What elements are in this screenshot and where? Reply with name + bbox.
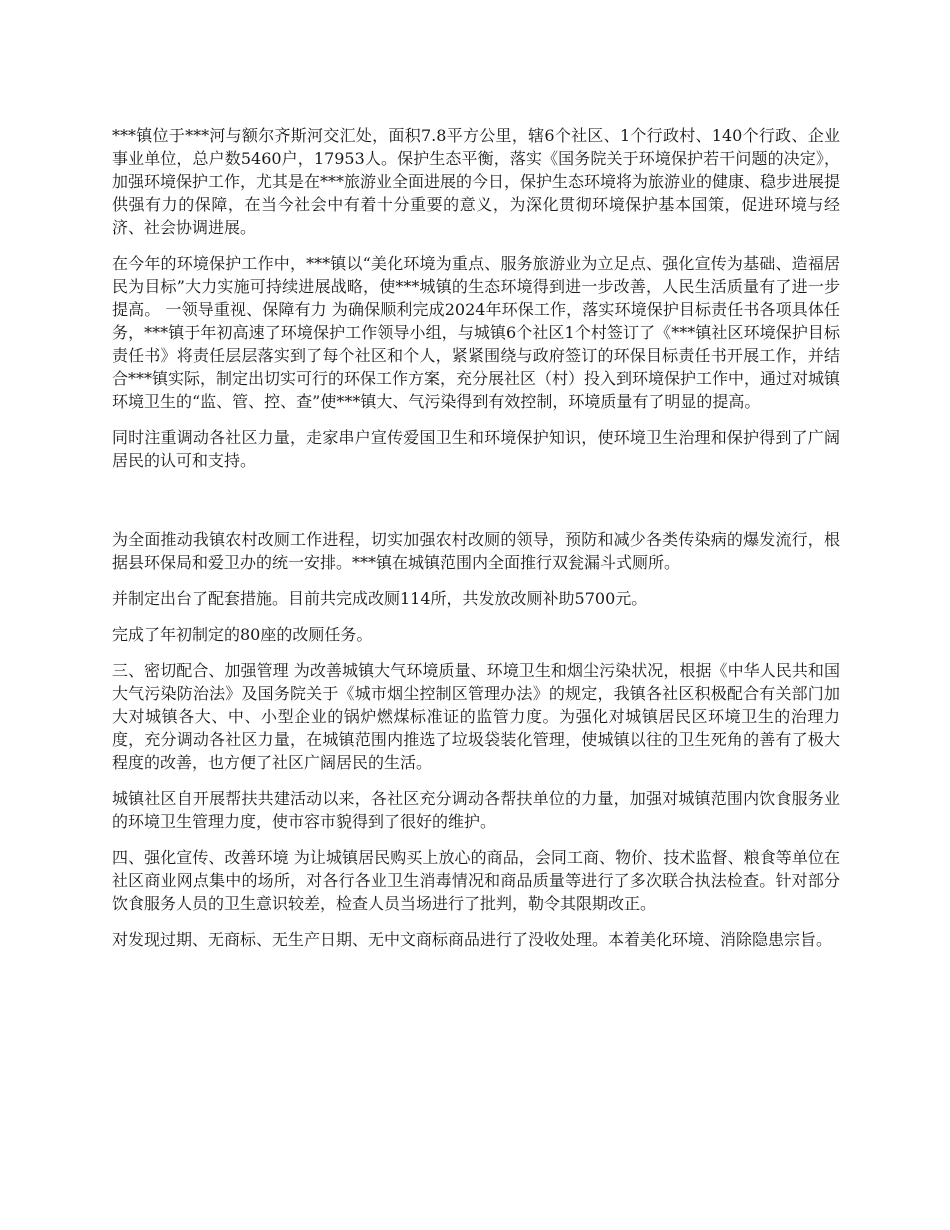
paragraph-community-assistance: 城镇社区自开展帮扶共建活动以来，各社区充分调动各帮扶单位的力量，加强对城镇范围内饮食服务业的环境卫生管理力度，使市容市貌得到了很好的维护。 [112,789,840,831]
paragraph-intro: ***镇位于***河与额尔齐斯河交汇处，面积7.8平方公里，辖6个社区、1个行政村、140个行政、企业事业单位，总户数5460户，17953人。保护生态平衡，落实《国务院关于环境保护若干问题的决定》，加强环境保护工作，尤其是在***旅游业全面进展的今日，保护生态环境将为旅游业的健康、稳步进展提供强有力的保障，在当今社会中有着十分重要的意义，为深化贯彻环境保护基本国策，促进环境与经济、社会协调进展。 [112,126,841,237]
paragraph-toilet-measures: 并制定出台了配套措施。目前共完成改厕114所，共发放改厕补助5700元。 [112,589,648,608]
paragraph-toilet-target: 完成了年初制定的80座的改厕任务。 [112,625,373,644]
paragraph-section-four: 四、强化宣传、改善环境 为让城镇居民购买上放心的商品，会同工商、物价、技术监督、粮食等单位在社区商业网点集中的场所，对各行各业卫生消毒情况和商品质量等进行了多次联合执法检查。针对部分饮食服务人员的卫生意识较差，检查人员当场进行了批判，勒令其限期改正。 [112,848,840,913]
paragraph-environment-work: 在今年的环境保护工作中，***镇以“美化环境为重点、服务旅游业为立足点、强化宣传为基础、造福居民为目标”大力实施可持续进展战略，使***城镇的生态环境得到进一步改善，人民生活质量有了进一步提高。 一领导重视、保障有力 为确保顺利完成2024年环保工作，落实环境保护目标责任书各项具体任务，***镇于年初高速了环境保护工作领导小组，与城镇6个社区1个村签订了《***镇社区环境保护目标责任书》将责任层层落实到了每个社区和个人，紧紧围绕与政府签订的环保目标责任书开展工作，并结合***镇实际，制定出切实可行的环保工作方案，充分展社区（村）投入到环境保护工作中，通过对城镇环境卫生的“监、管、控、查”使***镇大、气污染得到有效控制，环境质量有了明显的提高。 [112,254,841,411]
paragraph-community-publicity: 同时注重调动各社区力量，走家串户宣传爱国卫生和环境保护知识，使环境卫生治理和保护得到了广阔居民的认可和支持。 [112,428,840,470]
paragraph-section-three: 三、密切配合、加强管理 为改善城镇大气环境质量、环境卫生和烟尘污染状况，根据《中华人民共和国大气污染防治法》及国务院关于《城市烟尘控制区管理办法》的规定，我镇各社区积极配合有关部门加大对城镇各大、中、小型企业的锅炉燃煤标准证的监管力度。为强化对城镇居民区环境卫生的治理力度，充分调动各社区力量，在城镇范围内推选了垃圾袋装化管理，使城镇以往的卫生死角的善有了极大程度的改善，也方便了社区广阔居民的生活。 [112,661,840,772]
paragraph-toilet-reform: 为全面推动我镇农村改厕工作进程，切实加强农村改厕的领导，预防和减少各类传染病的爆发流行，根据县环保局和爱卫办的统一安排。***镇在城镇范围内全面推行双瓮漏斗式厕所。 [112,530,840,572]
paragraph-confiscation: 对发现过期、无商标、无生产日期、无中文商标商品进行了没收处理。本着美化环境、消除隐患宗旨。 [112,930,833,949]
document-body [112,124,840,964]
